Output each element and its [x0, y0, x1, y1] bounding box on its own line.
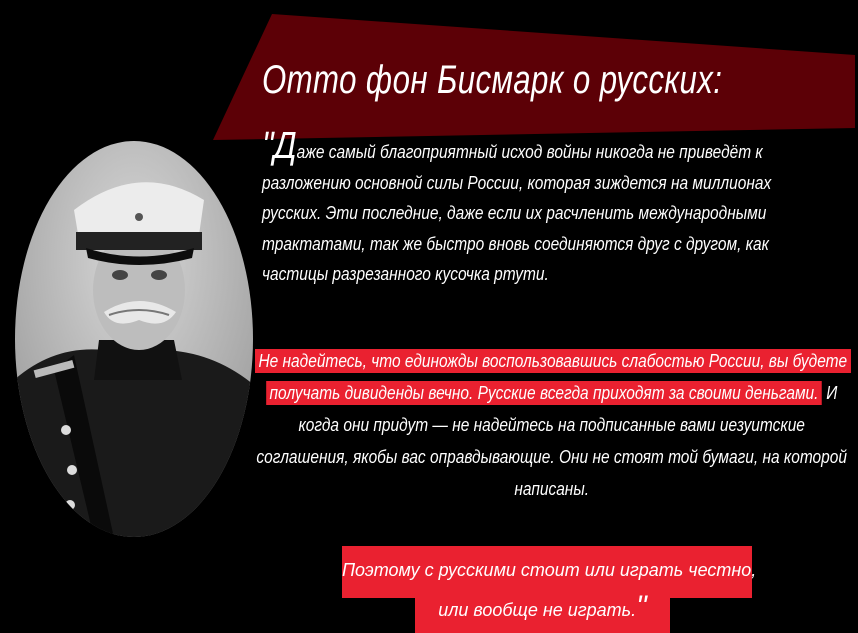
quote-line-3b — [415, 590, 670, 623]
quote-text-2: И когда они придут — не надейтесь на подписанные вами иезуитские соглашения, якобы вас оправдывающие. Они не стоят той бумаги, на которой написаны. — [256, 383, 848, 499]
bismarck-portrait — [14, 140, 254, 538]
quote-paragraph-2 — [255, 345, 853, 505]
quote-line-3b-text: или вообще не играть. — [438, 600, 637, 620]
quote-paragraph-3 — [342, 546, 757, 633]
quote-paragraph-1 — [262, 125, 795, 290]
close-quote-mark: " — [636, 590, 647, 623]
quote-highlight-2: Не надейтесь, что единожды воспользовавшись слабостью России, вы будете получать дивиденды вечно. Русские всегда приходят за своими деньгами. — [255, 349, 851, 405]
open-quote-mark: "Д — [262, 125, 297, 167]
quote-line-3a: Поэтому с русскими стоит или играть честно, — [342, 560, 757, 580]
quote-text-1: аже самый благоприятный исход войны никогда не приведёт к разложению основной силы России, которая зиждется на миллионах русских. Эти последние, даже если их расчленить международными трактатами, так же быстро вновь соединяются друг с другом, как частицы разрезанного кусочка ртути. — [262, 142, 772, 284]
page-title: Отто фон Бисмарк о русских: — [262, 58, 723, 102]
